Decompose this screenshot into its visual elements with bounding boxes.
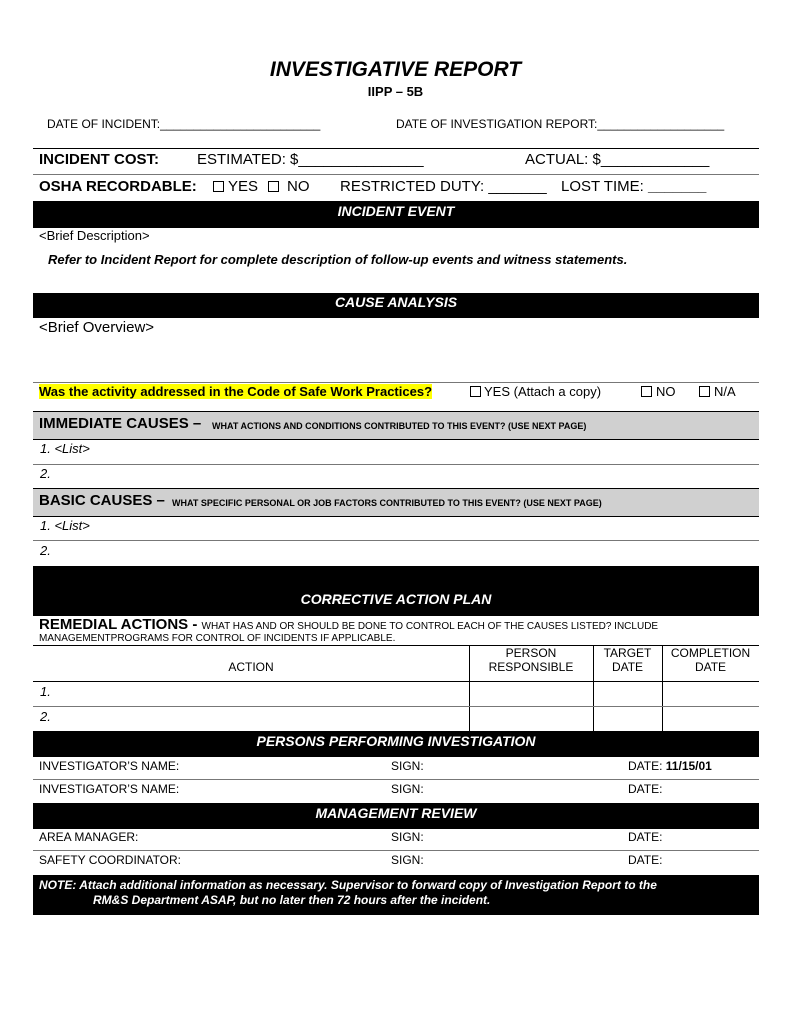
safe-work-no-label: NO (656, 384, 676, 399)
investigator-1-sign[interactable]: SIGN: (391, 759, 424, 773)
col-person-line-2: RESPONSIBLE (488, 660, 574, 674)
note-line-2: RM&S Department ASAP, but no later then 72 hours after the incident. (93, 893, 491, 907)
col-completion-line-1: COMPLETION (670, 646, 751, 660)
investigator-1-date-value[interactable]: 11/15/01 (665, 759, 712, 773)
basic-cause-1[interactable]: 1. <List> (40, 518, 90, 533)
lost-time-field[interactable] (561, 178, 706, 195)
osha-recordable-label: OSHA RECORDABLE: (39, 178, 197, 195)
osha-yes-option[interactable] (213, 178, 258, 195)
incident-cost-label: INCIDENT COST: (39, 151, 159, 168)
col-completion-line-2: DATE (694, 660, 727, 674)
note-box (33, 875, 759, 915)
osha-no-label: NO (287, 178, 310, 195)
date-of-incident-label: DATE OF INCIDENT: (47, 117, 161, 131)
incident-event-header (33, 201, 759, 228)
date-of-report-label: DATE OF INVESTIGATION REPORT: (396, 117, 598, 131)
actual-cost-field[interactable]: ACTUAL: $_____________ (525, 151, 710, 168)
remedial-row-2[interactable]: 2. (40, 709, 51, 724)
incident-event-title: INCIDENT EVENT (337, 203, 455, 219)
brief-overview[interactable]: <Brief Overview> (39, 319, 155, 336)
safety-coordinator-date[interactable]: DATE: (628, 853, 663, 867)
brief-description[interactable]: <Brief Description> (39, 228, 150, 243)
remedial-actions-heading (39, 616, 658, 633)
remedial-row-1[interactable]: 1. (40, 684, 51, 699)
investigator-1-date[interactable] (628, 759, 712, 773)
cause-analysis-header (33, 293, 759, 318)
form-code: IIPP – 5B (367, 84, 424, 99)
estimated-cost-field[interactable]: ESTIMATED: $_______________ (197, 151, 424, 168)
lost-time-blank[interactable]: _______ (647, 178, 707, 195)
safe-work-na-checkbox[interactable] (699, 386, 710, 397)
note-line-1: NOTE: Attach additional information as necessary. Supervisor to forward copy of Investigation Report to the (39, 878, 657, 892)
safe-work-no-option[interactable] (641, 384, 676, 399)
immediate-causes-header (33, 411, 759, 440)
osha-no-checkbox[interactable] (268, 181, 279, 192)
area-manager-name[interactable]: AREA MANAGER: (39, 830, 139, 844)
osha-no-option[interactable] (268, 178, 310, 195)
investigator-2-sign[interactable]: SIGN: (391, 782, 424, 796)
basic-causes-subtitle: WHAT SPECIFIC PERSONAL OR JOB FACTORS CONTRIBUTED TO THIS EVENT? (USE NEXT PAGE) (172, 498, 602, 508)
cause-analysis-title: CAUSE ANALYSIS (334, 294, 458, 310)
basic-cause-2[interactable]: 2. (40, 543, 51, 558)
immediate-cause-2[interactable]: 2. (40, 466, 51, 481)
area-manager-date[interactable]: DATE: (628, 830, 663, 844)
col-target-line-2: DATE (611, 660, 644, 674)
management-review-header (33, 803, 759, 829)
lost-time-label: LOST TIME: (561, 178, 644, 195)
persons-title: PERSONS PERFORMING INVESTIGATION (256, 733, 536, 749)
immediate-cause-1[interactable]: 1. <List> (40, 441, 90, 456)
persons-header (33, 731, 759, 757)
date-of-incident-blank[interactable]: ________________________ (160, 117, 321, 131)
investigator-1-date-label: DATE: (628, 759, 663, 773)
safe-work-question (39, 384, 432, 399)
col-action-header: ACTION (228, 660, 274, 674)
immediate-causes-title: IMMEDIATE CAUSES – (39, 415, 202, 432)
basic-causes-header (33, 488, 759, 517)
date-of-report-blank[interactable]: ___________________ (597, 117, 725, 131)
safe-work-no-checkbox[interactable] (641, 386, 652, 397)
safe-work-na-label: N/A (714, 384, 736, 399)
safe-work-yes-option[interactable] (470, 384, 601, 399)
date-of-incident[interactable] (47, 117, 320, 131)
date-of-report[interactable] (396, 117, 724, 131)
safety-coordinator-name[interactable]: SAFETY COORDINATOR: (39, 853, 182, 867)
osha-yes-checkbox[interactable] (213, 181, 224, 192)
restricted-duty-field[interactable]: RESTRICTED DUTY: _______ (340, 178, 547, 195)
col-target-line-1: TARGET (603, 646, 652, 660)
investigator-2-date[interactable]: DATE: (628, 782, 663, 796)
investigator-1-name[interactable]: INVESTIGATOR’S NAME: (39, 759, 180, 773)
incident-report-note: Refer to Incident Report for complete description of follow-up events and witness statements. (48, 252, 628, 267)
col-person-responsible-header (469, 646, 593, 674)
area-manager-sign[interactable]: SIGN: (391, 830, 424, 844)
safe-work-yes-label: YES (Attach a copy) (484, 384, 602, 399)
management-review-title: MANAGEMENT REVIEW (315, 805, 477, 821)
safe-work-yes-checkbox[interactable] (470, 386, 481, 397)
immediate-causes-subtitle: WHAT ACTIONS AND CONDITIONS CONTRIBUTED TO THIS EVENT? (USE NEXT PAGE) (212, 421, 587, 431)
safe-work-question-text: Was the activity addressed in the Code of Safe Work Practices? (39, 384, 433, 399)
investigator-2-name[interactable]: INVESTIGATOR’S NAME: (39, 782, 180, 796)
col-person-line-1: PERSON (505, 646, 557, 660)
basic-causes-title: BASIC CAUSES – (39, 492, 165, 509)
corrective-action-header (33, 566, 759, 616)
remedial-actions-subtitle-1: WHAT HAS AND OR SHOULD BE DONE TO CONTROL EACH OF THE CAUSES LISTED? INCLUDE (201, 621, 659, 632)
osha-yes-label: YES (228, 178, 259, 195)
remedial-actions-subtitle-2: MANAGEMENTPROGRAMS FOR CONTROL OF INCIDENTS IF APPLICABLE. (39, 633, 396, 644)
safe-work-na-option[interactable] (699, 384, 736, 399)
col-completion-date-header (662, 646, 759, 674)
remedial-actions-title: REMEDIAL ACTIONS - (39, 616, 198, 633)
safety-coordinator-sign[interactable]: SIGN: (391, 853, 424, 867)
col-target-date-header (593, 646, 662, 674)
corrective-action-title: CORRECTIVE ACTION PLAN (300, 591, 492, 607)
page-title: INVESTIGATIVE REPORT (269, 58, 522, 81)
